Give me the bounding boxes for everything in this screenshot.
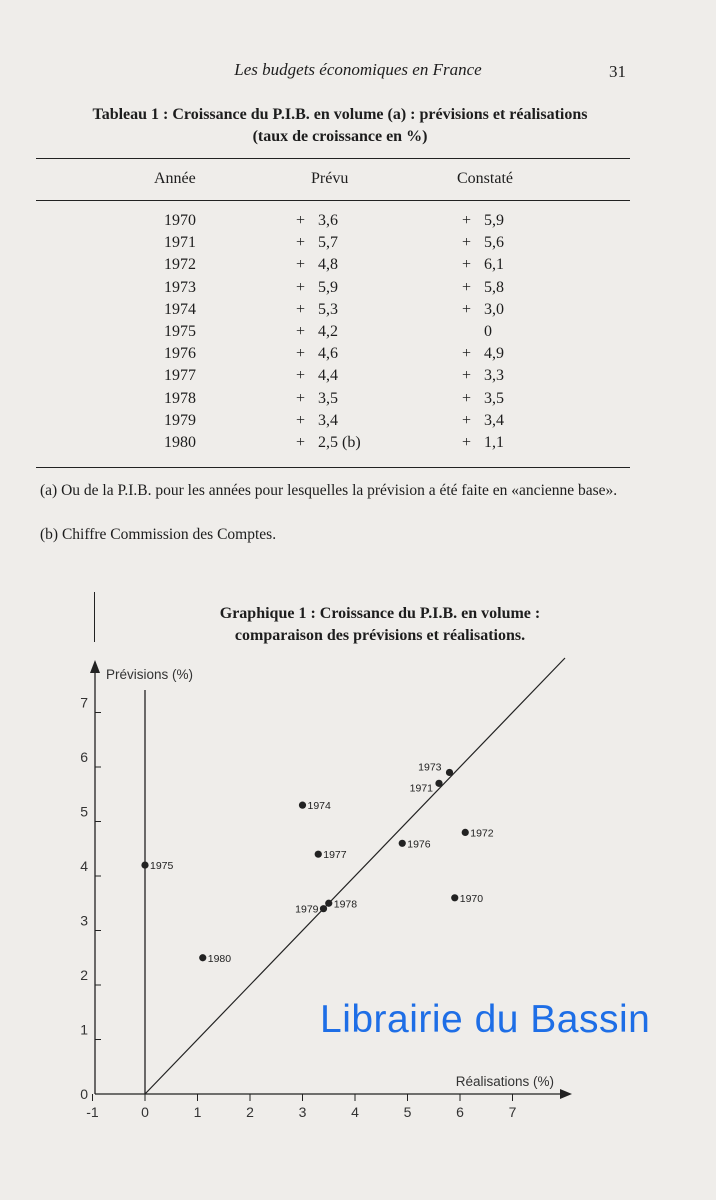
constate-value: 5,9 (484, 212, 504, 229)
data-point-label: 1980 (207, 952, 232, 965)
data-point-1976 (399, 840, 406, 847)
table-row (0, 367, 716, 389)
cell-constate (462, 434, 504, 452)
data-point-1973 (446, 769, 453, 776)
cell-prevu (296, 301, 338, 319)
constate-value: 1,1 (484, 434, 504, 451)
data-point-label: 1970 (459, 892, 484, 905)
watermark: Librairie du Bassin (320, 998, 651, 1041)
constate-value: 3,3 (484, 367, 504, 385)
sign: + (462, 389, 472, 407)
x-tick-label: 3 (298, 1104, 307, 1120)
prevu-value: 5,7 (318, 234, 338, 252)
constate-value: 6,1 (484, 256, 504, 274)
data-point-label: 1973 (418, 761, 442, 774)
margin-rule (94, 592, 95, 642)
cell-prevu (296, 279, 338, 297)
sign: + (462, 212, 472, 229)
data-point-1974 (299, 802, 306, 809)
sign: + (296, 434, 306, 451)
chart-title-line1: Graphique 1 : Croissance du P.I.B. en volume : (219, 605, 541, 622)
cell-year: 1979 (164, 411, 196, 429)
y-tick-label: 1 (80, 1021, 88, 1038)
column-header-annee: Année (154, 170, 196, 187)
x-axis-label: Réalisations (%) (455, 1074, 554, 1089)
column-header-constate: Constaté (457, 170, 513, 187)
data-point-label: 1974 (307, 800, 331, 813)
prevu-value: 4,2 (318, 323, 338, 340)
scatter-chart (0, 650, 716, 1120)
sign: + (296, 234, 306, 252)
constate-value: 3,4 (484, 411, 504, 429)
page-number: 31 (609, 62, 626, 81)
cell-prevu (296, 367, 338, 385)
sign: + (296, 256, 306, 274)
cell-constate (462, 279, 504, 297)
sign: + (296, 323, 306, 340)
table-row (0, 323, 716, 345)
y-tick-label: 4 (80, 858, 88, 874)
data-point-1977 (315, 851, 322, 858)
table-row (0, 412, 716, 434)
y-axis-arrow (90, 660, 100, 673)
sign: + (462, 234, 472, 252)
prevu-value: 3,5 (318, 389, 338, 407)
cell-constate (462, 301, 504, 319)
cell-year: 1974 (164, 300, 196, 318)
data-point-1978 (325, 900, 332, 907)
x-tick-label: 4 (351, 1104, 359, 1120)
table-row (0, 279, 716, 301)
table-row (0, 234, 716, 256)
x-tick-label: 0 (141, 1104, 149, 1120)
prevu-value: 4,4 (318, 367, 338, 385)
x-tick-label: -1 (86, 1104, 99, 1120)
table-row (0, 345, 716, 367)
cell-year: 1977 (164, 367, 196, 385)
table-row (0, 256, 716, 278)
sign: + (462, 256, 472, 274)
cell-constate (462, 256, 504, 274)
cell-constate (462, 390, 504, 408)
y-tick-label: 3 (80, 912, 88, 929)
table-header-rule (36, 200, 630, 201)
y-axis-label: Prévisions (%) (106, 667, 194, 682)
y-tick-label: 5 (80, 803, 88, 820)
cell-prevu (296, 212, 338, 230)
y-tick-label: 7 (80, 694, 88, 711)
x-axis-arrow (560, 1089, 572, 1099)
prevu-value: 3,6 (318, 212, 338, 229)
cell-prevu (296, 345, 338, 363)
prevu-value: 4,6 (318, 345, 338, 363)
y-tick-label: 2 (80, 967, 88, 983)
table-title-line1: Tableau 1 : Croissance du P.I.B. en volume (a) : prévisions et réalisations (92, 106, 588, 123)
constate-value: 3,0 (484, 300, 504, 318)
sign: + (296, 278, 306, 296)
cell-prevu (296, 390, 338, 408)
x-tick-label: 7 (508, 1104, 517, 1120)
cell-year: 1970 (164, 212, 196, 229)
sign: + (462, 411, 472, 429)
cell-year: 1973 (164, 278, 196, 296)
cell-year: 1976 (164, 345, 196, 363)
prevu-value: 4,8 (318, 256, 338, 274)
column-header-prevu: Prévu (311, 170, 349, 187)
y-tick-label: 0 (80, 1086, 88, 1102)
prevu-value: 3,4 (318, 411, 338, 429)
sign: + (462, 434, 472, 451)
data-point-label: 1972 (470, 827, 494, 840)
cell-year: 1972 (164, 256, 196, 274)
constate-value: 4,9 (484, 345, 504, 363)
prevu-value: 5,3 (318, 300, 338, 318)
data-point-1970 (451, 894, 458, 901)
cell-constate (462, 234, 504, 252)
chart-title (120, 603, 640, 647)
y-tick-label: 6 (80, 749, 88, 765)
sign: + (462, 367, 472, 385)
data-point-1972 (462, 829, 469, 836)
x-tick-label: 6 (456, 1104, 464, 1120)
data-point-label: 1978 (333, 898, 358, 911)
data-point-1975 (141, 862, 148, 869)
cell-year: 1975 (164, 323, 196, 340)
cell-prevu (296, 434, 361, 452)
cell-prevu (296, 256, 338, 274)
table-top-rule (36, 158, 630, 159)
constate-value: 5,6 (484, 234, 504, 252)
sign: + (296, 411, 306, 429)
table-row (0, 212, 716, 234)
cell-constate (462, 412, 504, 430)
cell-prevu (296, 234, 338, 252)
x-tick-label: 1 (193, 1104, 202, 1120)
constate-value: 3,5 (484, 389, 504, 407)
table-bottom-rule (36, 467, 630, 468)
sign: + (462, 345, 472, 363)
cell-constate (462, 367, 504, 385)
cell-year: 1978 (164, 389, 196, 407)
data-point-label: 1975 (150, 860, 174, 873)
data-point-1971 (435, 780, 442, 787)
data-point-1980 (199, 954, 206, 961)
constate-value: 5,8 (484, 278, 504, 296)
cell-year: 1971 (164, 234, 196, 252)
sign: + (296, 367, 306, 385)
sign: + (296, 345, 306, 363)
data-point-1979 (320, 905, 327, 912)
cell-constate (462, 323, 492, 341)
cell-constate (462, 212, 504, 230)
data-point-label: 1971 (409, 782, 433, 795)
data-point-label: 1976 (407, 838, 431, 851)
cell-year: 1980 (164, 434, 196, 451)
sign: + (462, 300, 472, 318)
table-row (0, 301, 716, 323)
table-title (40, 104, 640, 148)
cell-prevu (296, 323, 338, 341)
sign: + (296, 212, 306, 229)
cell-constate (462, 345, 504, 363)
sign: + (296, 300, 306, 318)
running-title: Les budgets économiques en France (234, 60, 482, 79)
prevu-value: 2,5 (b) (318, 434, 361, 451)
prevu-value: 5,9 (318, 278, 338, 296)
chart-title-line2: comparaison des prévisions et réalisations. (234, 627, 526, 644)
note-b: (b) Chiffre Commission des Comptes. (40, 526, 277, 543)
cell-prevu (296, 412, 338, 430)
data-point-label: 1977 (323, 849, 347, 862)
note-a: (a) Ou de la P.I.B. pour les années pour lesquelles la prévision a été faite en «ancienne base». (40, 482, 618, 499)
x-tick-label: 2 (246, 1104, 254, 1120)
table-row (0, 434, 716, 456)
constate-value: 0 (484, 323, 492, 340)
data-point-label: 1979 (295, 903, 319, 916)
table-title-line2: (taux de croissance en %) (252, 128, 428, 145)
sign: + (296, 389, 306, 407)
sign: + (462, 278, 472, 296)
x-tick-label: 5 (403, 1104, 412, 1120)
table-row (0, 390, 716, 412)
